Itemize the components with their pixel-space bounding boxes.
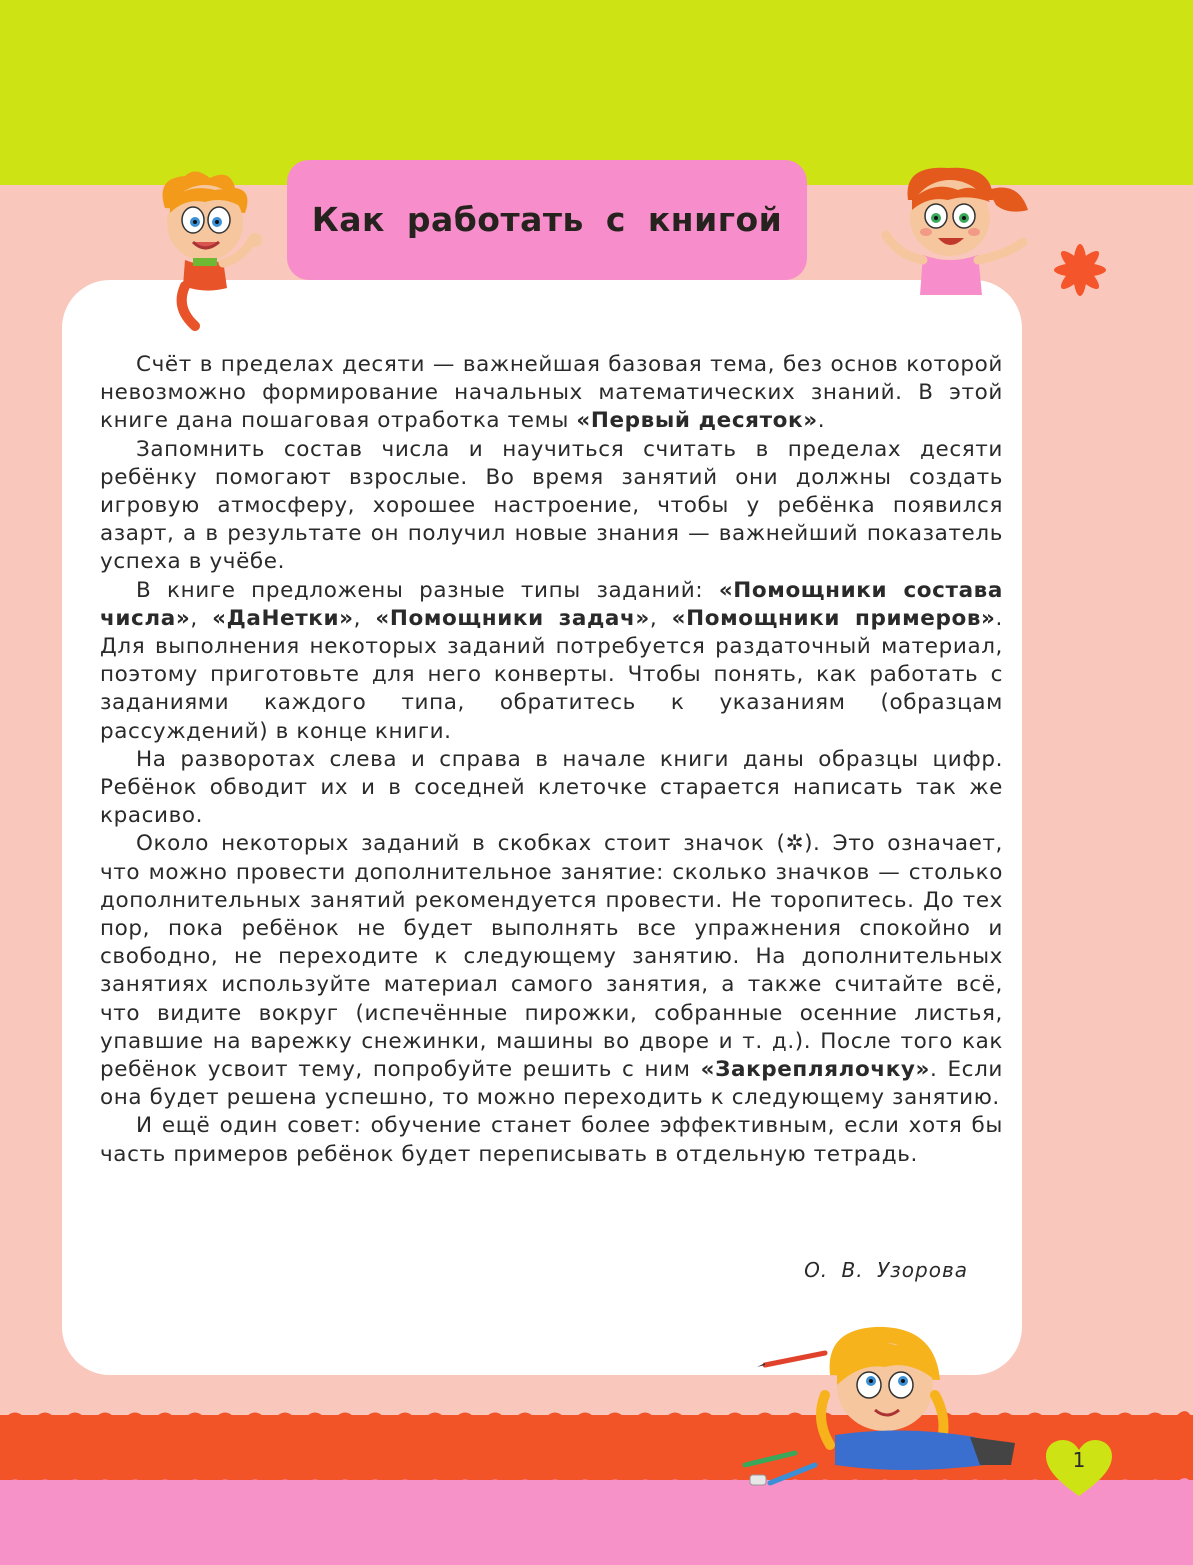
- author-signature: О. В. Узорова: [804, 1258, 968, 1282]
- paragraph: [100, 577, 1003, 746]
- body-text: [100, 351, 1003, 1169]
- text-run: В книге предложены разные типы заданий:: [136, 577, 719, 603]
- paragraph: [100, 436, 1003, 577]
- paragraph: [100, 351, 1003, 436]
- bold-term: «Помощники состава числа»: [100, 577, 1003, 631]
- text-run: ,: [353, 605, 376, 631]
- paragraph: [100, 1112, 1003, 1168]
- flower-icon: [1050, 240, 1110, 300]
- text-run: ,: [649, 605, 672, 631]
- girl-waving-illustration: [878, 160, 1038, 295]
- girl-lying-drawing-illustration: [735, 1325, 1025, 1500]
- text-run: Счёт в пределах десяти — важнейшая базовая тема, без основ которой невозможно формирование начальных математических знаний. В этой книге дана пошаговая отработка темы: [100, 352, 1003, 434]
- bold-term: «Закреплялочку»: [700, 1057, 931, 1083]
- bold-term: «Помощники примеров»: [671, 605, 996, 631]
- page-number: 1: [1072, 1448, 1086, 1472]
- bold-term: «ДаНетки»: [212, 605, 354, 631]
- text-run: .: [817, 408, 826, 434]
- text-run: На разворотах слева и справа в начале книги даны образцы цифр. Ребёнок обводит их и в соседней клеточке старается написать так же красиво.: [100, 746, 1003, 829]
- text-run: И ещё один совет: обучение станет более эффективным, если хотя бы часть примеров ребёнок будет переписывать в отдельную тетрадь.: [100, 1113, 1003, 1167]
- bold-term: «Помощники задач»: [375, 605, 650, 631]
- text-run: . Если она будет решена успешно, то можно переходить к следующему занятию.: [100, 1057, 1004, 1111]
- paragraph: [100, 746, 1003, 831]
- text-run: Запомнить состав числа и научиться считать в пределах десяти ребёнку помогают взрослые. Во время занятий они должны создать игровую атмосферу, хорошее настроение, чтобы у ребёнка появился азарт, а в результате он получил новые знания — важнейший показатель успеха в учёбе.: [100, 436, 1003, 575]
- text-run: ,: [190, 605, 213, 631]
- text-run: . Для выполнения некоторых заданий потребуется раздаточный материал, поэтому приготовьте для него конверты. Чтобы понять, как работать с заданиями каждого типа, обратитесь к указаниям (образцам рассуждений) в конце книги.: [100, 605, 1003, 744]
- paragraph: [100, 830, 1003, 1112]
- page-title: Как работать с книгой: [311, 200, 783, 239]
- text-run: Около некоторых заданий в скобках стоит значок (✲). Это означает, что можно провести дополнительное занятие: сколько значков — столько дополнительных занятий рекомендуется провести. Не торопитесь. До тех пор, пока ребёнок не будет выполнять все упражнения спокойно и свободно, не переходите к следующему занятию. На дополнительных занятиях используйте материал самого занятия, а также считайте всё, что видите вокруг (испечённые пирожки, собранные осенние листья, упавшие на варежку снежинки, машины во дворе и т. д.). После того как ребёнок усвоит тему, попробуйте решить с ним: [100, 831, 1003, 1083]
- boy-illustration: [145, 168, 275, 333]
- bold-term: «Первый десяток»: [576, 408, 818, 434]
